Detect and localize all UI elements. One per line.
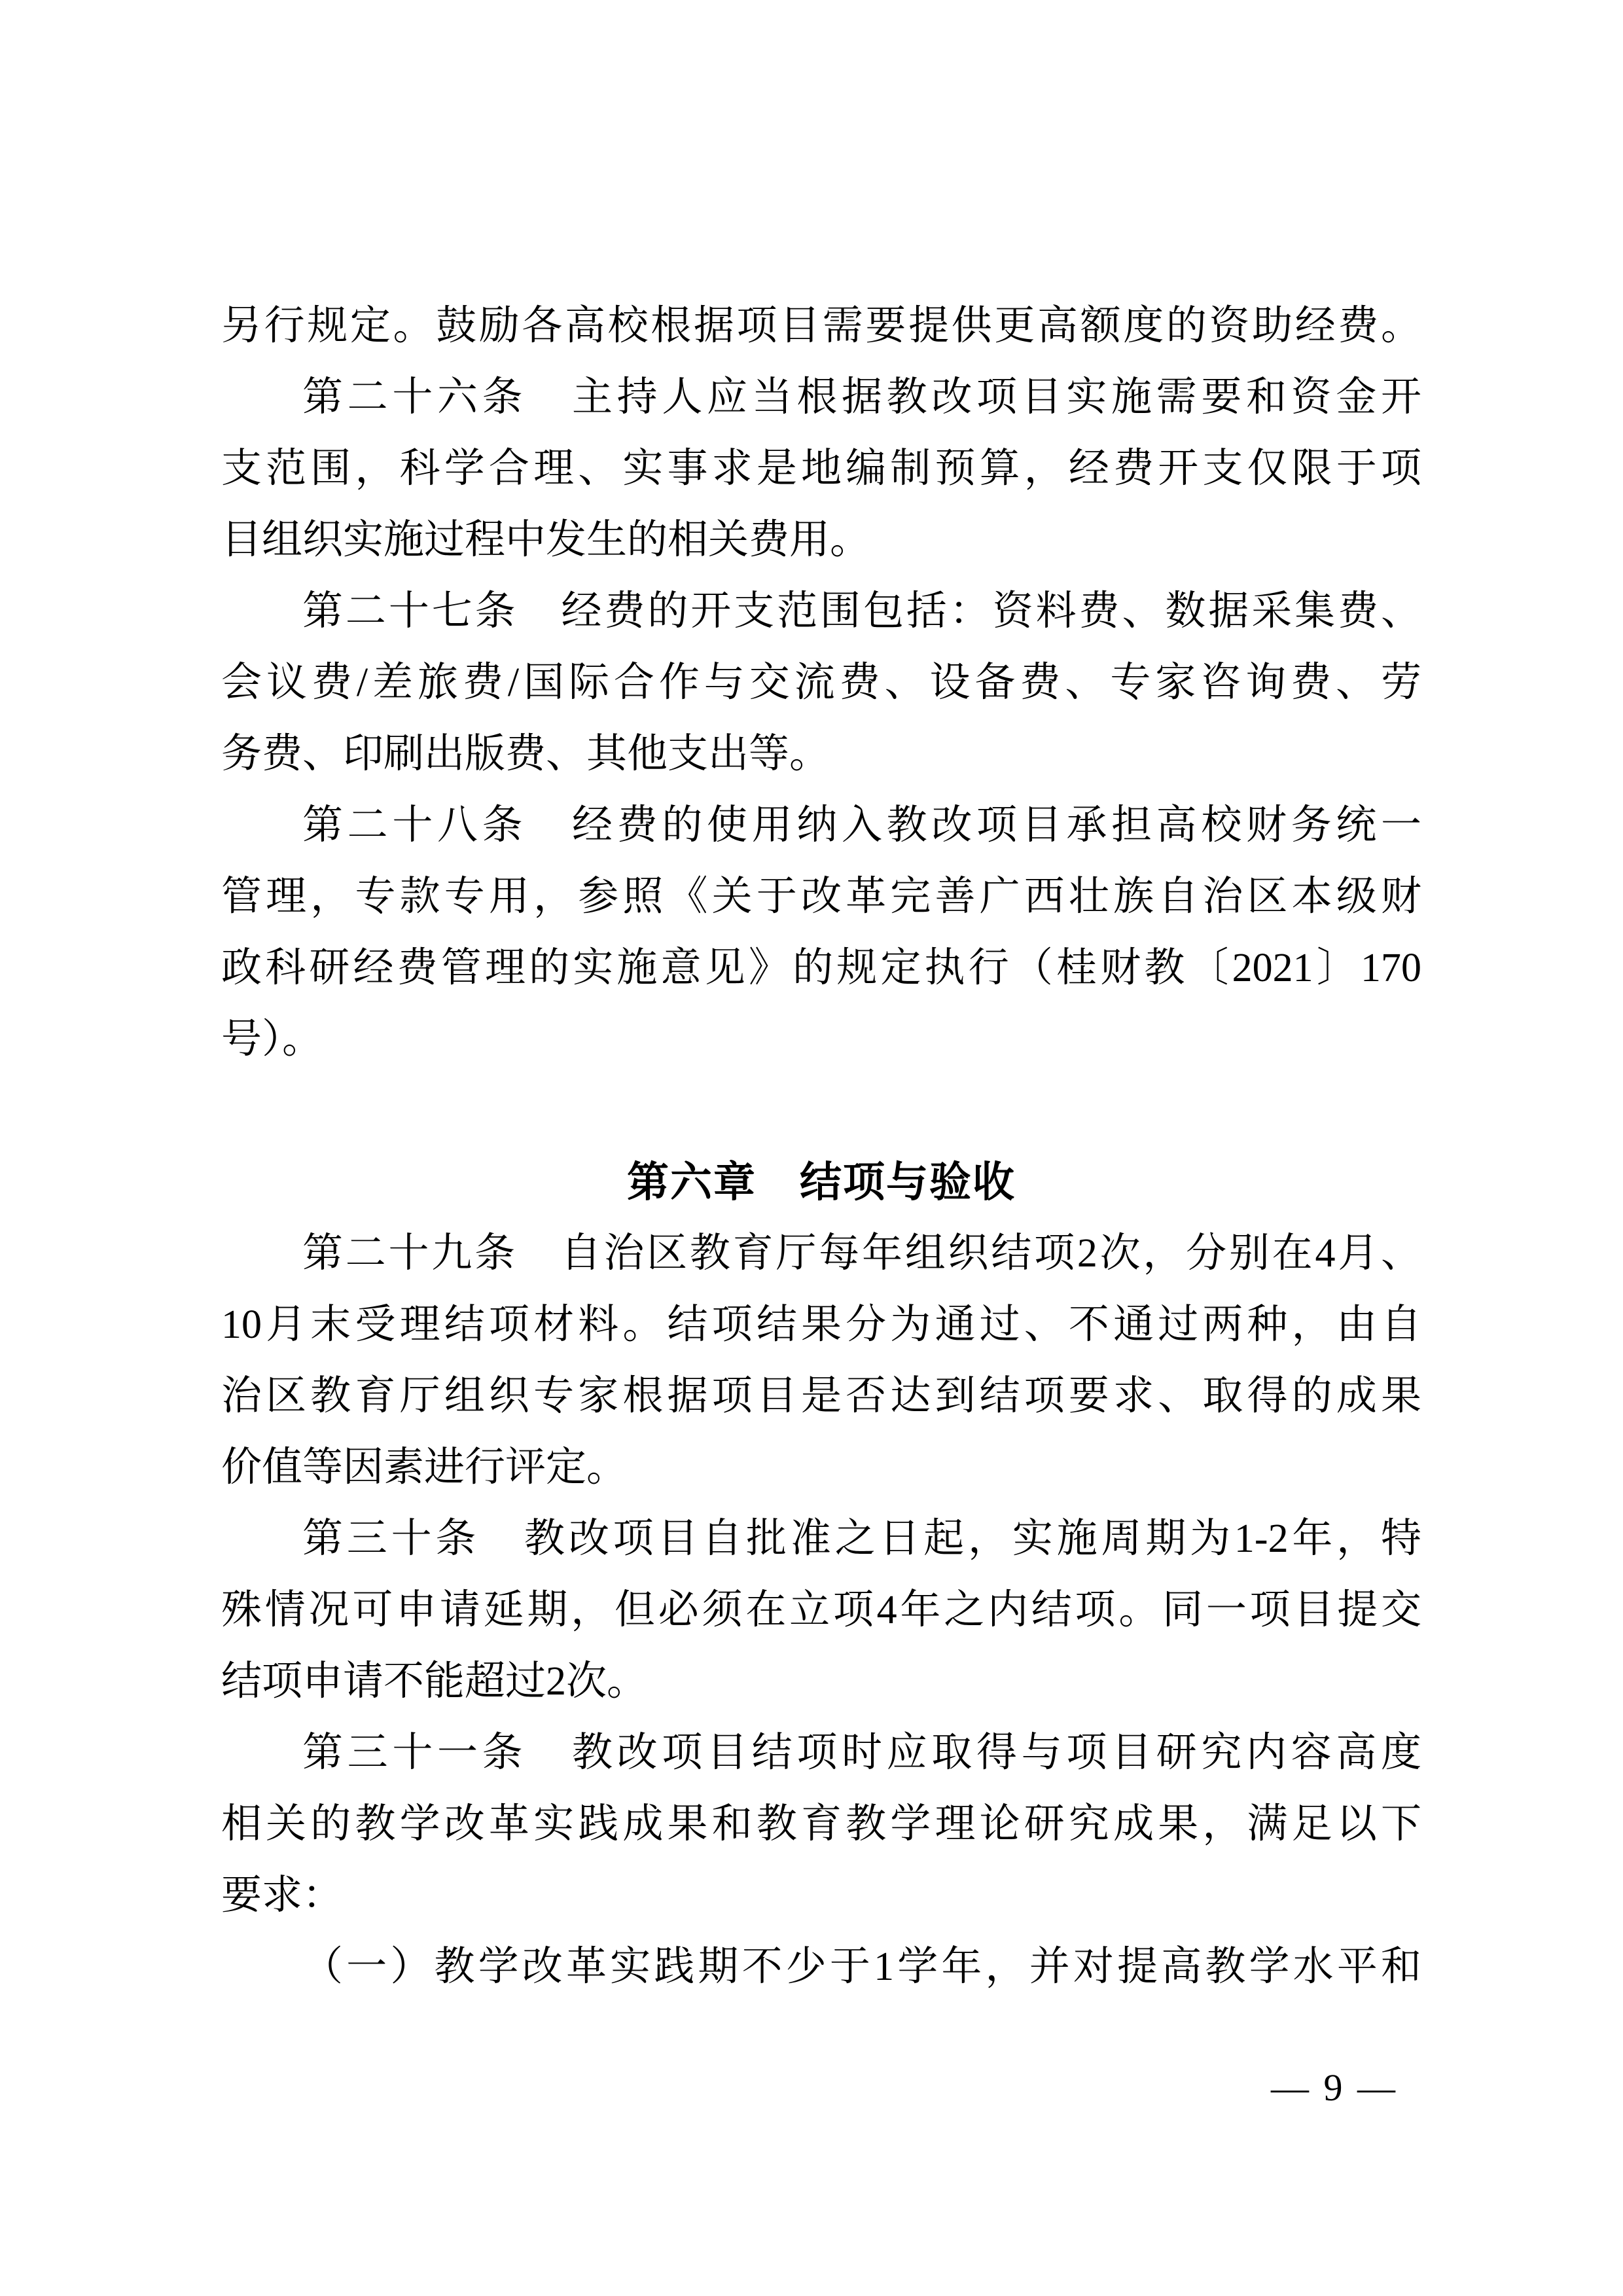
text-line: 务费、印刷出版费、其他支出等。 <box>221 732 830 776</box>
text-line: 第二十七条 经费的开支范围包括：资料费、数据采集费、 <box>302 589 1421 634</box>
text-line: 会议费/差旅费/国际合作与交流费、设备费、专家咨询费、劳 <box>221 660 1421 705</box>
text-line: 第三十条 教改项目自批准之日起，实施周期为1-2年，特 <box>302 1516 1421 1561</box>
text-line: 10月末受理结项材料。结项结果分为通过、不通过两种，由自 <box>221 1302 1421 1347</box>
text-line: 第三十一条 教改项目结项时应取得与项目研究内容高度 <box>302 1731 1421 1775</box>
text-line: 治区教育厅组织专家根据项目是否达到结项要求、取得的成果 <box>221 1374 1421 1418</box>
text-line: 第二十六条 主持人应当根据教改项目实施需要和资金开 <box>302 375 1421 420</box>
page-number: — 9 — <box>1271 2066 1398 2109</box>
text-line: 支范围，科学合理、实事求是地编制预算，经费开支仅限于项 <box>221 446 1421 491</box>
text-line: 第二十九条 自治区教育厅每年组织结项2次，分别在4月、 <box>302 1231 1421 1276</box>
text-line: 管理，专款专用，参照《关于改革完善广西壮族自治区本级财 <box>221 874 1421 919</box>
text-line: 结项申请不能超过2次。 <box>221 1659 648 1704</box>
chapter-heading: 第六章 结项与验收 <box>627 1158 1016 1206</box>
text-line: 政科研经费管理的实施意见》的规定执行（桂财教〔2021〕170 <box>221 946 1421 990</box>
document-body <box>221 291 1421 2003</box>
text-line: 相关的教学改革实践成果和教育教学理论研究成果，满足以下 <box>221 1802 1421 1846</box>
text-line: 殊情况可申请延期，但必须在立项4年之内结项。同一项目提交 <box>221 1588 1421 1632</box>
text-line: 价值等因素进行评定。 <box>221 1445 628 1490</box>
text-line: 第二十八条 经费的使用纳入教改项目承担高校财务统一 <box>302 803 1421 848</box>
text-line: 要求： <box>221 1873 344 1918</box>
text-line: 目组织实施过程中发生的相关费用。 <box>221 518 871 562</box>
text-line: （一）教学改革实践期不少于1学年，并对提高教学水平和 <box>302 1945 1421 1989</box>
blank-line <box>221 1075 1421 1147</box>
text-line: 号）。 <box>221 1017 323 1062</box>
text-line: 另行规定。鼓励各高校根据项目需要提供更高额度的资助经费。 <box>221 304 1421 348</box>
